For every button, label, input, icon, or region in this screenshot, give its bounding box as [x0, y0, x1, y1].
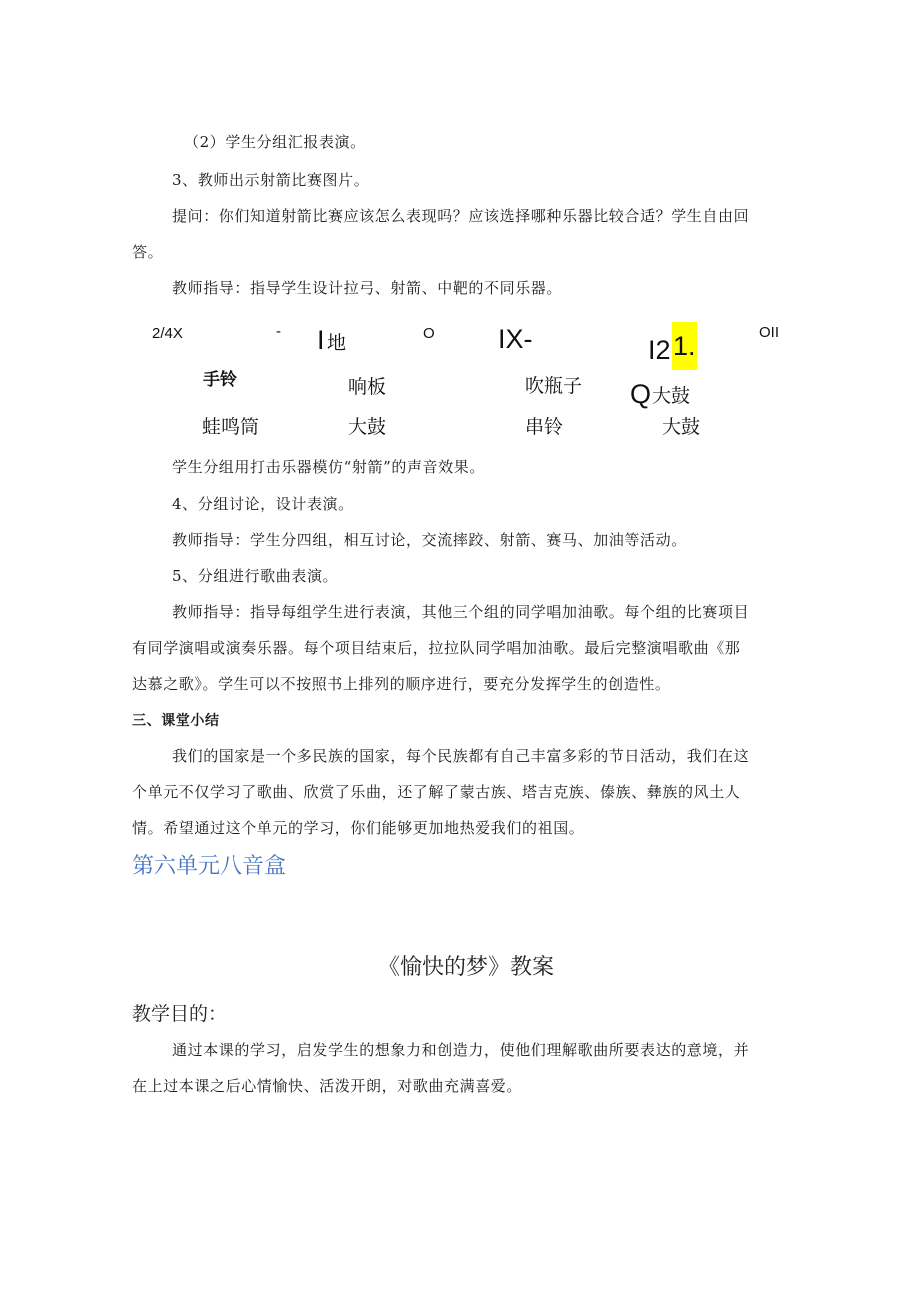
notation-rest-1: O: [423, 325, 435, 342]
meter-label: 2/4X: [152, 325, 183, 342]
paragraph-imitate-sound: 学生分组用打击乐器模仿“射箭”的声音效果。: [172, 458, 485, 476]
paragraph-summary-line-2: 个单元不仅学习了歌曲、欣赏了乐曲，还了解了蒙古族、塔吉克族、傣族、彝族的风土人: [132, 783, 741, 801]
paragraph-summary-line-3: 情。希望通过这个单元的学习，你们能够更加地热爱我们的祖国。: [132, 819, 585, 837]
notation-end: OII: [759, 324, 780, 341]
paragraph-teacher-guidance-1: 教师指导：指导学生设计拉弓、射箭、中靶的不同乐器。: [172, 279, 563, 297]
notation-bar-3: I2: [648, 335, 671, 365]
paragraph-objectives-line-1: 通过本课的学习，启发学生的想象力和创造力，使他们理解歌曲所要表达的意境，并: [172, 1041, 750, 1059]
instrument-blow-bottle: 吹瓶子: [525, 375, 583, 397]
paragraph-teacher-guidance-3-line-1: 教师指导：指导每组学生进行表演，其他三个组的同学唱加油歌。每个组的比赛项目: [172, 603, 750, 621]
paragraph-teacher-guidance-3-line-2: 有同学演唱或演奏乐器。每个项目结束后，拉拉队同学唱加油歌。最后完整演唱歌曲《那: [132, 639, 741, 657]
instrument-q-mark: Q: [630, 379, 652, 409]
instrument-castanets: 响板: [348, 376, 387, 398]
instrument-hand-bell: 手铃: [203, 370, 237, 390]
instrument-string-bells: 串铃: [525, 416, 564, 438]
paragraph-teacher-guidance-2: 教师指导：学生分四组，相互讨论，交流摔跤、射箭、赛马、加油等活动。: [172, 531, 687, 549]
paragraph-summary-line-1: 我们的国家是一个多民族的国家，每个民族都有自己丰富多彩的节日活动，我们在这: [172, 747, 750, 765]
instrument-big-drum-1: 大鼓: [652, 385, 691, 407]
notation-dash: -: [276, 323, 281, 340]
paragraph-objectives-line-2: 在上过本课之后心情愉快、活泼开朗，对歌曲充满喜爱。: [132, 1077, 523, 1095]
notation-highlighted-note: 1.: [672, 322, 697, 370]
paragraph-step-5: 5、分组进行歌曲表演。: [172, 567, 339, 585]
paragraph-question-line-1: 提问：你们知道射箭比赛应该怎么表现吗？应该选择哪种乐器比较合适？学生自由回: [172, 207, 750, 225]
notation-di: 地: [327, 332, 347, 354]
section-heading-summary: 三、课堂小结: [132, 713, 220, 729]
paragraph-step-3: 3、教师出示射箭比赛图片。: [172, 171, 370, 189]
lesson-title: 《愉快的梦》教案: [378, 955, 555, 980]
instrument-big-drum-2: 大鼓: [348, 416, 387, 438]
notation-bar-2: IX-: [498, 324, 533, 354]
paragraph-step-4: 4、分组讨论，设计表演。: [172, 495, 354, 513]
paragraph-teacher-guidance-3-line-3: 达慕之歌》。学生可以不按照书上排列的顺序进行，要充分发挥学生的创造性。: [132, 675, 671, 693]
objectives-heading: 教学目的：: [132, 1003, 228, 1025]
unit-heading: 第六单元八音盒: [132, 854, 287, 879]
paragraph-question-line-2: 答。: [132, 243, 164, 261]
paragraph-group-report: （2）学生分组汇报表演。: [184, 133, 366, 151]
instrument-big-drum-3: 大鼓: [662, 416, 701, 438]
instrument-frog-tube: 蛙鸣筒: [202, 416, 260, 438]
notation-bar-1: I: [317, 325, 325, 355]
